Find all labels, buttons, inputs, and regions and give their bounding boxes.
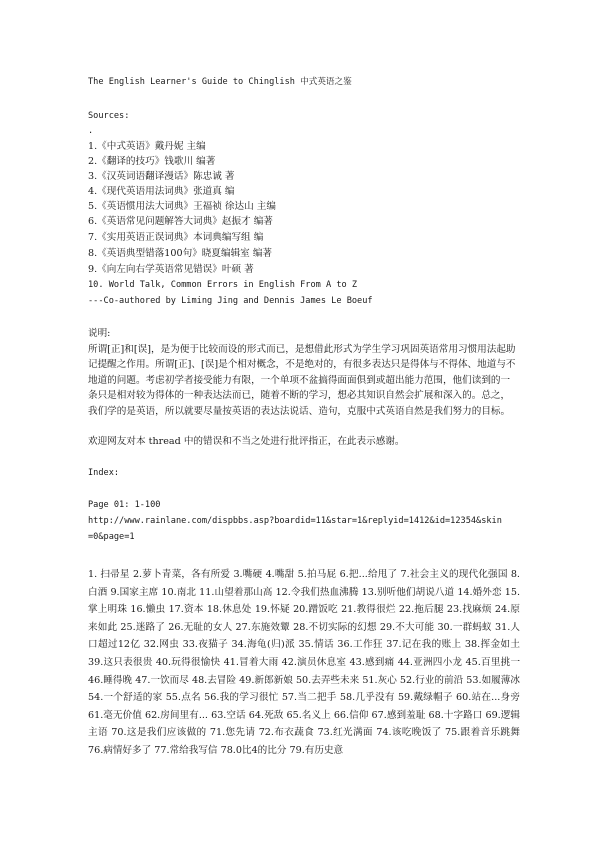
index-entry: 44.亚洲四小龙 bbox=[397, 656, 463, 668]
source-item: 2.《翻译的技巧》钱歌川 编著 bbox=[88, 156, 216, 167]
index-entry: 17.资本 bbox=[168, 604, 204, 616]
index-entry: 28.不切实际的幻想 bbox=[293, 621, 377, 633]
index-entry: 61.毫无价值 bbox=[88, 709, 142, 721]
document-title: The English Learner's Guide to Chinglish 中式英语之鉴 bbox=[88, 77, 352, 87]
index-url-link[interactable]: http://www.rainlane.com/dispbbs.asp?boardid=11&star=1&replyid=1412&id=12354&skin bbox=[88, 516, 502, 526]
index-entry: 41.冒着大雨 bbox=[223, 656, 279, 668]
index-entry: 5.拍马屁 bbox=[297, 569, 337, 580]
sources-heading: Sources: bbox=[88, 111, 130, 121]
index-entry: 14.婚外恋 bbox=[457, 586, 502, 598]
index-entry: 8.白酒 bbox=[88, 569, 520, 598]
index-entry: 71.您先请 bbox=[209, 727, 256, 739]
index-entry: 23.找麻烦 bbox=[446, 604, 492, 616]
index-entry: 55.点名 bbox=[165, 692, 201, 704]
index-entry: 69.逻辑主语 bbox=[88, 709, 521, 739]
index-entry: 7.社会主义的现代化强国 bbox=[400, 569, 508, 580]
index-entry: 11.山望着那山高 bbox=[199, 586, 273, 598]
index-entry: 15.掌上明珠 bbox=[88, 586, 520, 616]
index-entry: 60.站在...身旁 bbox=[456, 692, 520, 704]
index-entry: 31.人口超过12亿 bbox=[88, 621, 520, 651]
index-entry: 68.十字路口 bbox=[428, 709, 483, 721]
source-item-coauthors: ---Co-authored by Liming Jing and Dennis James Le Boeuf bbox=[88, 296, 373, 306]
index-entry: 4.嘴甜 bbox=[265, 569, 295, 580]
index-entry: 33.夜猫子 bbox=[182, 639, 229, 651]
index-entry: 34.海龟(归)派 bbox=[231, 639, 296, 651]
sources-bullet: . bbox=[88, 126, 94, 136]
source-item: 8.《英语典型错落100句》晓夏编辑室 编著 bbox=[88, 248, 273, 259]
index-entry: 21.教得很烂 bbox=[341, 604, 396, 616]
notes-body: 所谓[正]和[误]，是为便于比较而设的形式而已，是想借此形式为学生学习巩固英语常用习惯用法起助记提醒之作用。所谓[正]、[误]是个相对概念，不是绝对的，有很多表达只是得体与不得体、地道与不地道的问题。考虑初学者接受能力有限，一个单项不盆搞得面面俱到或超出能力范围，他们读到的一条只是相对较为得体的一种表达法而已，随着不断的学习，想必其知识自然会扩展和深入的。总之，我们学的是英语，所以就要尽量按英语的表达法说话、造句，克服中式英语自然是我们努力的目标。 bbox=[88, 344, 516, 417]
index-entry: 54.一个舒适的家 bbox=[88, 692, 163, 704]
index-entry: 51.灰心 bbox=[362, 674, 397, 686]
index-entry: 30.一群蚂蚁 bbox=[437, 621, 492, 633]
index-entry: 59.戴绿帽子 bbox=[397, 692, 453, 704]
source-item: 4.《现代英语用法词典》张道真 编 bbox=[88, 186, 235, 197]
source-item: 7.《实用英语正误词典》本词典编写组 编 bbox=[88, 232, 264, 243]
index-entry-list bbox=[88, 566, 520, 760]
index-entry: 50.去弄些未来 bbox=[295, 674, 360, 686]
source-item: 1.《中式英语》戴丹妮 主编 bbox=[88, 141, 206, 152]
index-entry: 43.感到痛 bbox=[349, 656, 395, 668]
index-entry: 26.无耻的女人 bbox=[168, 621, 233, 633]
index-entry: 36.工作狂 bbox=[337, 639, 383, 651]
notes-closing: 欢迎网友对本 thread 中的错误和不当之处进行批评指正，在此表示感谢。 bbox=[88, 436, 405, 447]
index-entry: 24.原来如此 bbox=[88, 604, 520, 633]
index-entry: 19.怀疑 bbox=[254, 604, 290, 616]
index-entry: 70.这是我们应该做的 bbox=[111, 727, 207, 739]
index-entry: 3.嘴硬 bbox=[233, 569, 263, 580]
index-entry: 63.空话 bbox=[211, 709, 246, 721]
index-entry: 62.房间里有... bbox=[144, 709, 208, 721]
index-entry: 52.行业的前沿 bbox=[399, 674, 464, 686]
index-entry: 64.死敌 bbox=[248, 709, 284, 721]
index-entry: 56.我的学习很忙 bbox=[204, 692, 279, 704]
notes-heading: 说明: bbox=[88, 328, 111, 339]
index-entry: 35.情话 bbox=[298, 639, 334, 651]
index-entry: 73.红光满面 bbox=[317, 727, 373, 739]
index-heading: Index: bbox=[88, 468, 120, 478]
index-entry: 42.演员休息室 bbox=[281, 656, 347, 668]
index-entry: 18.休息处 bbox=[206, 604, 252, 616]
index-entry: 9.国家主席 bbox=[110, 586, 159, 598]
index-entry: 74.该吃晚饭了 bbox=[376, 727, 442, 739]
index-entry: 75.跟着音乐跳舞 bbox=[445, 727, 520, 739]
index-entry: 20.蹭饭吃 bbox=[293, 604, 338, 616]
source-item: 9.《向左向右学英语常见错误》叶硕 著 bbox=[88, 264, 254, 275]
index-entry: 6.把...给甩了 bbox=[339, 569, 398, 580]
index-entry: 72.布衣蔬食 bbox=[258, 727, 315, 739]
index-entry: 48.去冒险 bbox=[191, 674, 237, 686]
index-page-label: Page 01: 1-100 bbox=[88, 500, 161, 510]
index-entry: 76.病情好多了 bbox=[88, 744, 152, 756]
index-entry: 13.别听他们胡说八道 bbox=[361, 586, 455, 598]
index-entry: 10.南北 bbox=[161, 586, 197, 598]
index-entry: 37.记在我的账上 bbox=[386, 639, 462, 651]
index-entry: 22.拖后腿 bbox=[398, 604, 444, 616]
index-entry: 65.名义上 bbox=[286, 709, 331, 721]
index-entry: 16.懒虫 bbox=[130, 604, 166, 616]
index-entry: 39.这只表很贵 bbox=[88, 656, 153, 668]
source-item: 6.《英语常见问题解答大词典》赵振才 编著 bbox=[88, 216, 273, 227]
index-entry: 40.玩得很愉快 bbox=[155, 656, 221, 668]
index-entry: 12.令我们热血沸腾 bbox=[275, 586, 359, 598]
index-entry: 32.网虫 bbox=[143, 639, 180, 651]
index-entry: 78.0比4的比分 bbox=[220, 744, 287, 756]
source-item: 10. World Talk, Common Errors in English From A to Z bbox=[88, 280, 358, 290]
index-entry: 46.睡得晚 bbox=[88, 674, 133, 686]
index-entry: 66.信仰 bbox=[333, 709, 369, 721]
index-entry: 27.东施效颦 bbox=[235, 621, 290, 633]
index-entry: 29.不大可能 bbox=[379, 621, 435, 633]
source-item: 3.《汉英词语翻译漫话》陈忠诚 著 bbox=[88, 171, 235, 182]
index-entry: 77.常给我写信 bbox=[154, 744, 218, 756]
index-entry: 45.百里挑一 bbox=[465, 656, 521, 668]
index-entry: 25.迷路了 bbox=[120, 621, 166, 633]
source-item: 5.《英语惯用法大词典》王福祯 徐达山 主编 bbox=[88, 201, 276, 212]
index-url-link-continued[interactable]: =0&page=1 bbox=[88, 532, 135, 542]
index-entry: 57.当二把手 bbox=[281, 692, 337, 704]
index-entry: 53.如履薄冰 bbox=[466, 674, 520, 686]
index-entry: 58.几乎没有 bbox=[339, 692, 395, 704]
index-entry: 79.有历史意 bbox=[289, 744, 344, 756]
index-entry: 2.萝卜青菜，各有所爱 bbox=[132, 569, 231, 580]
index-entry: 1. 扫帚星 bbox=[88, 569, 130, 580]
index-entry: 49.新郎新娘 bbox=[239, 674, 293, 686]
index-entry: 67.感到羞耻 bbox=[371, 709, 426, 721]
index-entry: 38.挥金如土 bbox=[464, 639, 520, 651]
index-entry: 47.一饮而尽 bbox=[135, 674, 189, 686]
